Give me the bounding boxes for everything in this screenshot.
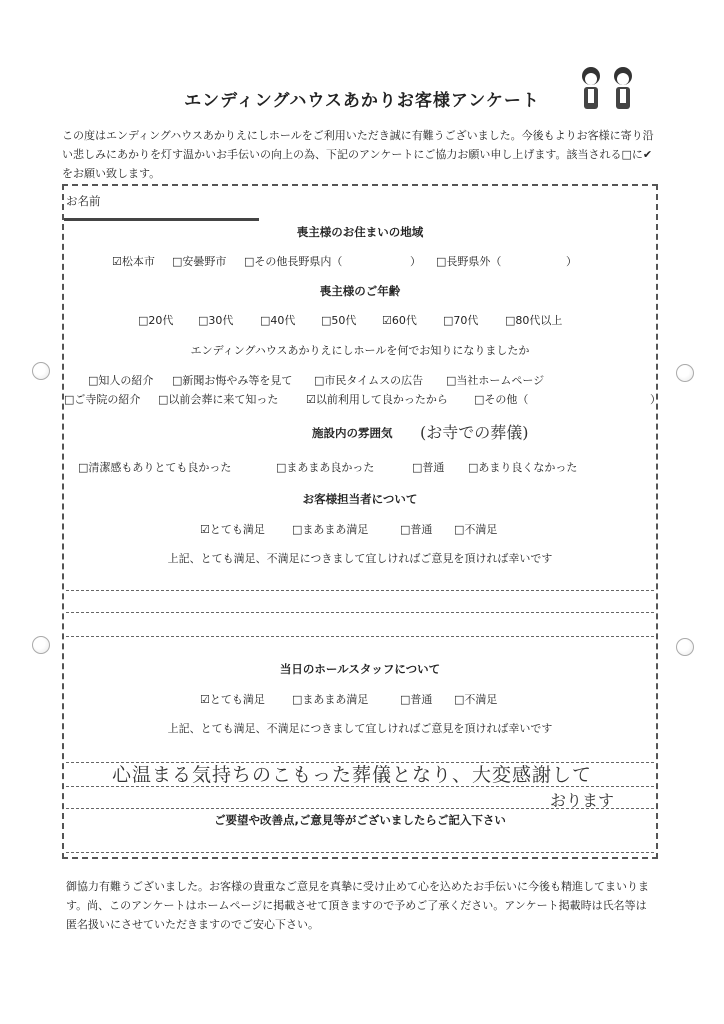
- source-newspaper-checkbox[interactable]: □新聞お悔やみ等を見て: [172, 374, 293, 387]
- atmosphere-not-good-checkbox[interactable]: □あまり良くなかった: [468, 461, 578, 474]
- source-previous-use-checkbox[interactable]: ☑以前利用して良かったから: [306, 393, 448, 406]
- hall-staff-heading: 当日のホールスタッフについて: [279, 662, 441, 676]
- source-shimin-times-checkbox[interactable]: □市民タイムスの広告: [314, 374, 424, 387]
- staff-average-checkbox[interactable]: □普通: [400, 523, 433, 536]
- requests-comment-line: [66, 852, 654, 853]
- atmosphere-handwritten-note: (お寺での葬儀): [420, 423, 529, 442]
- age-80s-plus-checkbox[interactable]: □80代以上: [505, 314, 563, 327]
- staff-comment-prompt: 上記、とても満足、不満足につきまして宜しければご意見を頂ければ幸いです: [167, 552, 553, 565]
- atmosphere-heading: 施設内の雰囲気: [312, 426, 393, 440]
- region-outside-nagano-checkbox[interactable]: □長野県外（: [436, 255, 502, 268]
- age-70s-checkbox[interactable]: □70代: [443, 314, 479, 327]
- staff-dissatisfied-checkbox[interactable]: □不満足: [454, 523, 498, 536]
- binder-hole-left-bottom: [32, 636, 50, 654]
- source-other-close: ）: [650, 393, 661, 406]
- region-azumino-checkbox[interactable]: □安曇野市: [172, 255, 227, 268]
- name-underline: [64, 218, 259, 221]
- staff-comment-line: [66, 612, 654, 613]
- hall-staff-comment-line: [66, 786, 654, 787]
- staff-fairly-satisfied-checkbox[interactable]: □まあまあ満足: [292, 523, 369, 536]
- region-heading: 喪主様のお住まいの地域: [296, 225, 424, 239]
- age-heading: 喪主様のご年齢: [319, 284, 401, 298]
- requests-heading: ご要望や改善点,ご意見等がございましたらご記入下さい: [214, 813, 506, 827]
- atmosphere-fairly-good-checkbox[interactable]: □まあまあ良かった: [276, 461, 375, 474]
- source-other-checkbox[interactable]: □その他（: [474, 393, 529, 406]
- staff-heading: お客様担当者について: [302, 492, 418, 506]
- binder-hole-right-bottom: [676, 638, 694, 656]
- staff-comment-line: [66, 636, 654, 637]
- name-label: お名前: [66, 194, 101, 208]
- hall-staff-comment-line: [66, 808, 654, 809]
- hall-staff-comment-prompt: 上記、とても満足、不満足につきまして宜しければご意見を頂ければ幸いです: [167, 722, 553, 735]
- hall-staff-handwritten-comment: 心温まる気持ちのこもった葬儀となり、大変感謝して: [112, 764, 593, 786]
- hall-staff-fairly-satisfied-checkbox[interactable]: □まあまあ満足: [292, 693, 369, 706]
- staff-very-satisfied-checkbox[interactable]: ☑とても満足: [200, 523, 265, 536]
- source-homepage-checkbox[interactable]: □当社ホームページ: [446, 374, 545, 387]
- footer-thanks-text: 御協力有難うございました。お客様の貴重なご意見を真摯に受け止めて心を込めたお手伝いに今後も精進してまいります。尚、このアンケートはホームページに掲載させて頂きますので予めご了承ください。アンケート掲載時は氏名等は匿名扱いにさせていただきますのでご安心下さい。: [66, 880, 649, 931]
- hall-staff-handwritten-comment-cont: おります: [550, 791, 615, 810]
- staff-comment-line: [66, 590, 654, 591]
- age-60s-checkbox[interactable]: ☑60代: [382, 314, 417, 327]
- age-20s-checkbox[interactable]: □20代: [138, 314, 174, 327]
- atmosphere-very-good-checkbox[interactable]: □清潔感もありとても良かった: [78, 461, 232, 474]
- source-acquaintance-checkbox[interactable]: □知人の紹介: [88, 374, 154, 387]
- hall-staff-average-checkbox[interactable]: □普通: [400, 693, 433, 706]
- binder-hole-right-top: [676, 364, 694, 382]
- region-outside-nagano-close: ）: [566, 255, 577, 268]
- page-title: エンディングハウスあかりお客様アンケート: [184, 91, 540, 111]
- atmosphere-average-checkbox[interactable]: □普通: [412, 461, 445, 474]
- hall-staff-dissatisfied-checkbox[interactable]: □不満足: [454, 693, 498, 706]
- hall-staff-very-satisfied-checkbox[interactable]: ☑とても満足: [200, 693, 265, 706]
- region-matsumoto-checkbox[interactable]: ☑松本市: [112, 255, 155, 268]
- age-30s-checkbox[interactable]: □30代: [198, 314, 234, 327]
- region-other-nagano-checkbox[interactable]: □その他長野県内（: [244, 255, 343, 268]
- source-past-funeral-checkbox[interactable]: □以前会葬に来て知った: [158, 393, 279, 406]
- source-temple-checkbox[interactable]: □ご寺院の紹介: [64, 393, 141, 406]
- region-other-nagano-close: ）: [410, 255, 421, 268]
- binder-hole-left-top: [32, 362, 50, 380]
- intro-text: この度はエンディングハウスあかりえにしホールをご利用いただき誠に有難うございました。今後もよりお客様に寄り沿い悲しみにあかりを灯す温かいお手伝いの向上の為、下記のアンケートにご協力お願い申し上げます。該当される□に✔をお願い致します。: [62, 129, 654, 180]
- source-heading: エンディングハウスあかりえにしホールを何でお知りになりましたか: [190, 344, 530, 357]
- age-50s-checkbox[interactable]: □50代: [321, 314, 357, 327]
- age-40s-checkbox[interactable]: □40代: [260, 314, 296, 327]
